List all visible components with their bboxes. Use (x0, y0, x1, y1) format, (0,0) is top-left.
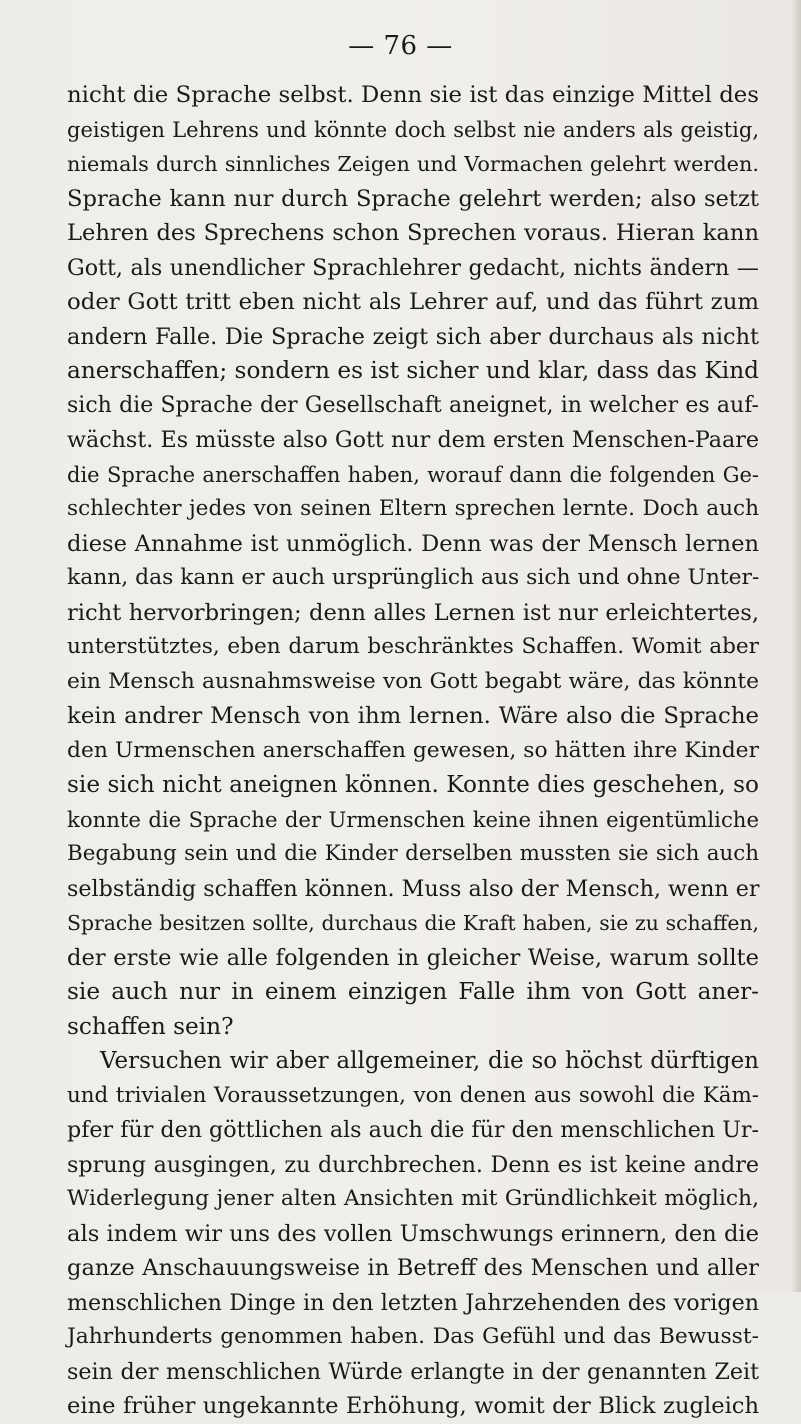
text-line: ganze Anschauungsweise in Betreff des Menschen und aller (67, 1255, 759, 1281)
text-line: Sprache besitzen sollte, durchaus die Kraft haben, sie zu schaffen, (67, 911, 759, 935)
text-line: Gott, als unendlicher Sprachlehrer gedacht, nichts ändern — (67, 254, 759, 281)
text-line: ein Mensch ausnahmsweise von Gott begabt wäre, das könnte (67, 668, 759, 694)
text-line: anerschaffen; sondern es ist sicher und klar, dass das Kind (67, 357, 759, 384)
text-line: sprung ausgingen, zu durchbrechen. Denn es ist keine andre (67, 1151, 759, 1178)
text-line: eine früher ungekannte Erhöhung, womit der Blick zugleich (67, 1393, 759, 1419)
text-line: Lehren des Sprechens schon Sprechen voraus. Hieran kann (67, 220, 759, 246)
text-line: oder Gott tritt eben nicht als Lehrer auf, und das führt zum (67, 289, 759, 315)
text-line: sie sich nicht aneignen können. Konnte dies geschehen, so (67, 771, 759, 798)
text-line: schlechter jedes von seinen Eltern sprechen lernte. Doch auch (67, 496, 759, 521)
text-line: nicht die Sprache selbst. Denn sie ist das einzige Mittel des (67, 82, 759, 108)
text-line: menschlichen Dinge in den letzten Jahrzehenden des vorigen (67, 1289, 759, 1316)
text-line: sie auch nur in einem einzigen Falle ihm von Gott aner- (67, 978, 759, 1005)
text-line: der erste wie alle folgenden in gleicher Weise, warum sollte (67, 944, 759, 971)
body-text (67, 78, 759, 1424)
page-number: — 76 — (348, 31, 453, 61)
text-line: konnte die Sprache der Urmenschen keine ihnen eigentümliche (67, 806, 759, 832)
paragraph-start-line: Versuchen wir aber allgemeiner, die so höchst dürftigen (100, 1048, 759, 1074)
text-line: wächst. Es müsste also Gott nur dem ersten Menschen-Paare (67, 427, 759, 453)
text-line: niemals durch sinnliches Zeigen und Vormachen gelehrt werden. (67, 152, 759, 176)
text-line: richt hervorbringen; denn alles Lernen ist nur erleichtertes, (67, 599, 759, 626)
text-line: geistigen Lehrens und könnte doch selbst nie anders als geistig, (67, 117, 759, 142)
text-line: Sprache kann nur durch Sprache gelehrt werden; also setzt (67, 185, 759, 212)
text-line: unterstütztes, eben darum beschränktes Schaffen. Womit aber (67, 634, 759, 659)
text-line: selbständig schaffen können. Muss also der Mensch, wenn er (67, 875, 760, 902)
text-line: Widerlegung jener alten Ansichten mit Gründlichkeit möglich, (67, 1186, 759, 1211)
text-line: kann, das kann er auch ursprünglich aus sich und ohne Unter- (67, 565, 760, 590)
text-line: sein der menschlichen Würde erlangte in der genannten Zeit (67, 1358, 759, 1385)
text-line: sich die Sprache der Gesellschaft aneignet, in welcher es auf- (67, 392, 759, 418)
text-line: als indem wir uns des vollen Umschwungs erinnern, den die (67, 1220, 759, 1247)
paragraph-end-line: schaffen sein? (67, 1012, 234, 1040)
text-line: die Sprache anerschaffen haben, worauf dann die folgenden Ge- (67, 462, 759, 487)
text-line: und trivialen Voraussetzungen, von denen aus sowohl die Käm- (67, 1082, 759, 1108)
text-line: Jahrhunderts genommen haben. Das Gefühl und das Bewusst- (67, 1324, 759, 1349)
text-line: pfer für den göttlichen als auch die für den menschlichen Ur- (67, 1117, 759, 1143)
text-line: andern Falle. Die Sprache zeigt sich aber durchaus als nicht (67, 323, 759, 350)
text-line: Begabung sein und die Kinder derselben mussten sie sich auch (67, 841, 759, 866)
text-line: diese Annahme ist unmöglich. Denn was der Mensch lernen (67, 530, 759, 557)
text-line: den Urmenschen anerschaffen gewesen, so hätten ihre Kinder (67, 737, 759, 763)
page-edge-shadow (791, 0, 801, 1292)
text-line: kein andrer Mensch von ihm lernen. Wäre also die Sprache (67, 703, 759, 729)
